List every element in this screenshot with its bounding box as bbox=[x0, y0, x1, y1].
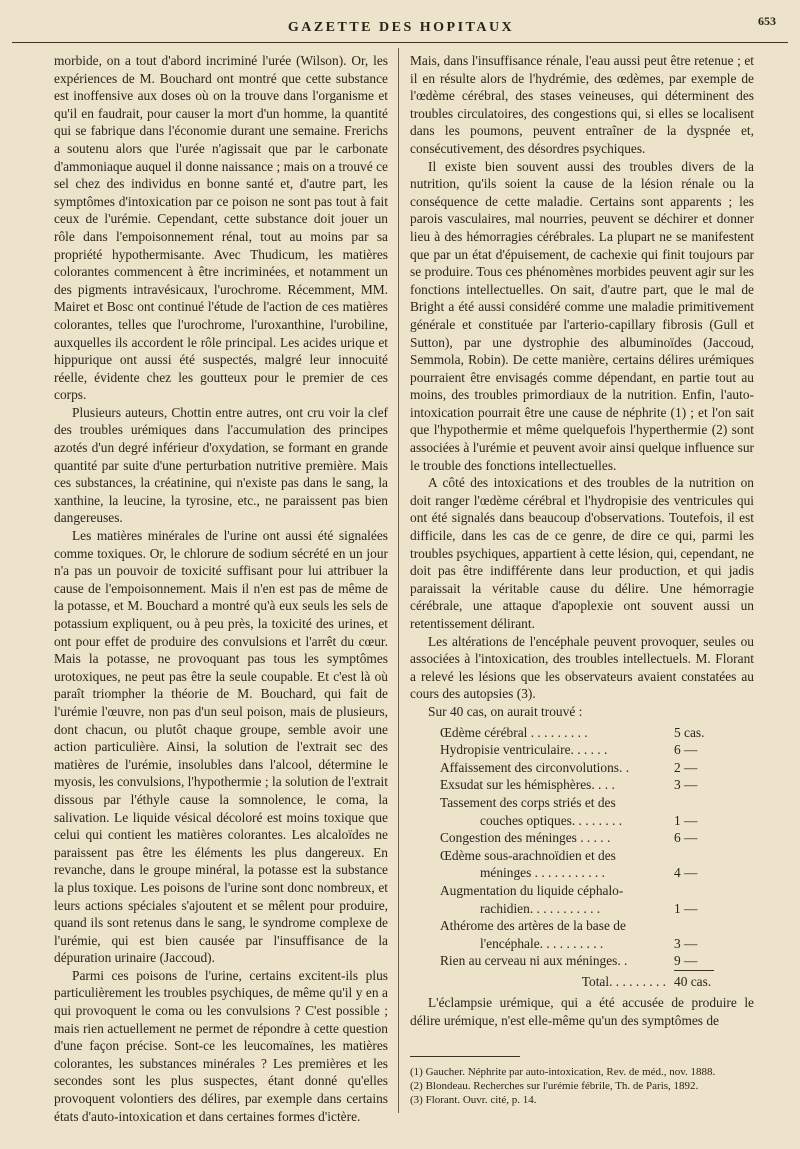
closing-paragraph: L'éclampsie urémique, qui a été accusée de produire le délire urémique, n'est elle-même qu'un des symptômes de bbox=[410, 995, 754, 1029]
stat-value: 1 — bbox=[674, 812, 698, 828]
stat-label: Athérome des artères de la base de bbox=[440, 918, 626, 934]
stats-intro: Sur 40 cas, on aurait trouvé : bbox=[428, 703, 583, 719]
stat-label: Affaissement des circonvolutions. . bbox=[440, 759, 630, 775]
stat-value: 6 — bbox=[674, 742, 698, 758]
stat-row bbox=[440, 917, 732, 935]
paragraph: Il existe bien souvent aussi des troubles divers de la nutrition, qu'ils soient la cause de la lésion rénale ou la conséquence de cette maladie. Certains sont apparents ; les parois vasculaires, mal nourries, peuvent se déchirer et donner lieu à des hémorragies cérébrales. La plupart ne se manifestent que par un état d'épuisement, de cachexie qui finit toujours par se produire. Tous ces phénomènes morbides peuvent agir sur les fonctions intellectuelles. On sait, d'autre part, que le mal de Bright a été aussi considéré comme une maladie primitivement générale et constituée par l'arterio-capillary fibrosis (Gull et Sutton), par une dystrophie des albuminoïdes (Jaccoud, Semmola, Robin). De cette manière, certains délires urémiques pourraient être envisagés comme dépendant, en partie tout au moins, des troubles primordiaux de la nutrition. Enfin, l'auto-intoxication pourrait être une cause de néphrite (1) ; et l'on sait que l'hypothermie et même quelquefois l'hyperthermie (2) sont associées à l'urémie et peuvent avoir ainsi quelque influence sur le trouble des fonctions intellectuelles. bbox=[410, 158, 754, 473]
stat-label-continuation: méninges . . . . . . . . . . . bbox=[480, 865, 605, 881]
stat-label: Œdème cérébral . . . . . . . . . bbox=[440, 724, 588, 740]
total-label: Total. . . . . . . . . bbox=[581, 973, 666, 989]
paragraph: Parmi ces poisons de l'urine, certains excitent-ils plus particulièrement les troubles psychiques, de même qu'il y en a qui provoquent le coma ou les convulsions ? C'est possible ; mais rien actuellement ne permet de répondre à cette question d'une façon précise. Sont-ce les leucomaïnes, les matières colorantes, les substances minérales ? Les premières et les secondes sont les plus suspectes, étant donné qu'elles provoquent volontiers des délires, par exemple dans certains états d'auto-intoxication et dans certaines formes d'ictère. bbox=[54, 967, 388, 1124]
stat-value: 4 — bbox=[674, 865, 698, 881]
stat-row bbox=[440, 759, 732, 777]
stat-value: 3 — bbox=[674, 935, 698, 951]
stat-label: Œdème sous-arachnoïdien et des bbox=[440, 847, 616, 863]
stat-label: Augmentation du liquide céphalo- bbox=[440, 882, 624, 898]
paragraph: Plusieurs auteurs, Chottin entre autres, ont cru voir la clef des troubles urémiques dans l'accumulation des principes azotés d'un degré inférieur d'oxydation, se formant en grande quantité par suite d'une perturbation nutritive première. Mais ces substances, la créatinine, qui n'existe pas dans le sang, la xanthine, la leucine, la tyrosine, etc., ne paraissent pas bien dangereuses. bbox=[54, 404, 388, 526]
paragraph: Les altérations de l'encéphale peuvent provoquer, seules ou associées à l'intoxication, des troubles intellectuels. M. Florant a relevé les lésions que les observateurs avaient constatées au cours des autopsies (3). bbox=[410, 633, 754, 702]
stat-label: Rien au cerveau ni aux méninges. . bbox=[440, 953, 628, 969]
footnote: (3) Florant. Ouvr. cité, p. 14. bbox=[410, 1093, 537, 1106]
footnotes bbox=[410, 1065, 754, 1107]
paragraph: A côté des intoxications et des troubles de la nutrition on doit ranger l'œdème cérébral et l'hydropisie des ventricules qui ont été signalés dans beaucoup d'observations. Toutefois, il est difficile, dans les cas de ce genre, de dire ce qui, parmi les troubles psychiques, appartient à cette lésion, qui, cependant, ne doit pas être indifférente dans leur production, et qui jadis paraissait la véritable cause du délire. Une hémorragie cérébrale, une attaque d'apoplexie ont souvent aussi un retentissement délirant. bbox=[410, 475, 754, 631]
stat-label-continuation: l'encéphale. . . . . . . . . . bbox=[480, 935, 604, 951]
paragraph: morbide, on a tout d'abord incriminé l'urée (Wilson). Or, les expériences de M. Bouchard ont montré que cette substance est inoffensive aux doses où on la trouve dans l'organisme et qu'il en faudrait, pour causer la mort d'un homme, la quantité qui se fabrique dans l'économie durant une semaine. Frerichs a soutenu alors que l'urée n'agissait que par le carbonate d'ammoniaque auquel il donne naissance ; mais on a trouvé ce sel chez des individus en bonne santé et, d'autre part, les symptômes d'intoxication par ce poison ne sont pas tout à fait ceux de l'urémie. Cependant, cette substance doit jouer un rôle dans l'empoisonnement rénal, tout au moins par sa propriété hypothermisante. Avec Thudicum, les matières colorantes commencent à être incriminées, et notamment un des pigments intravésicaux, l'urochrome. Récemment, MM. Mairet et Bosc ont continué l'étude de l'action de ces matières colorantes, telles que l'urochrome, l'uroxanthine, l'urobiline, auxquelles ils accordent le rôle principal. Les acides urique et hippurique ont aussi été suspectés, malgré leur innocuité réelle, évidente chez les goutteux pour le premier de ces corps. bbox=[54, 53, 388, 403]
header-rule bbox=[12, 42, 788, 43]
journal-title: GAZETTE DES HOPITAUX bbox=[287, 20, 515, 35]
footnote: (1) Gaucher. Néphrite par auto-intoxication, Rev. de méd., nov. 1888. bbox=[410, 1065, 716, 1078]
stat-value: 1 — bbox=[674, 900, 698, 916]
stat-row bbox=[440, 724, 732, 742]
stat-row bbox=[440, 952, 732, 970]
paragraph: Mais, dans l'insuffisance rénale, l'eau aussi peut être retenue ; et il en résulte alors de l'hydrémie, des œdèmes, par exemple de l'œdème cérébral, des stases veineuses, qui déterminent des troubles circulatoires, des congestions qui, si elles se localisent dans les poumons, peuvent entraîner de la dyspnée et, consécutivement, des désordres psychiques. bbox=[410, 53, 754, 156]
autopsy-stats-table bbox=[440, 724, 732, 991]
stat-row bbox=[440, 776, 732, 794]
stat-row bbox=[440, 882, 732, 900]
footnote: (2) Blondeau. Recherches sur l'urémie fébrile, Th. de Paris, 1892. bbox=[410, 1079, 699, 1092]
column-divider bbox=[398, 48, 399, 1113]
page-number: 653 bbox=[758, 14, 776, 28]
stat-row bbox=[440, 829, 732, 847]
right-column bbox=[410, 52, 754, 1107]
stat-row bbox=[440, 847, 732, 865]
stat-value: 9 — bbox=[674, 953, 698, 969]
stat-row bbox=[440, 794, 732, 812]
stat-row bbox=[440, 741, 732, 759]
total-rule bbox=[674, 970, 714, 971]
stat-value: 5 cas. bbox=[674, 724, 705, 740]
paragraph: Les matières minérales de l'urine ont aussi été signalées comme toxiques. Or, le chlorure de sodium sécrété en un jour n'a pas un pouvoir de toxicité suffisant pour lui attribuer la cause de l'empoisonnement. Mais il n'en est pas de même de la potasse, et M. Bouchard a montré qu'à eux seuls les sels de potassium expliquent, ou à peu près, la toxicité des urines, et ont pour effet de produire des convulsions et l'arrêt du cœur. Mais la potasse, ne provoquant pas tous les symptômes urotoxiques, ne peut pas être la seule coupable. Et c'est là où paraît triompher la théorie de M. Bouchard, qui fait de l'urémie l'œuvre, non pas d'un seul poison, mais de plusieurs, dont chacun, ou plutôt chaque groupe, semble avoir une action particulière. Ainsi, la solution de l'extrait sec des matières de l'urémie, insolubles dans l'alcool, détermine le myosis, les convulsions, l'hypothermie ; la solution de l'extrait dissous par l'éthyle cause la somnolence, le coma, la salivation. Le liquide vésical décoloré est moins toxique que celui qui contient les matières colorantes. Les alcaloïdes ne paraissent pas être les éléments les plus dangereux. En revanche, dans le groupe minéral, la potasse est la substance la plus toxique. Les poisons de l'urine sont donc nombreux, et leurs actions spéciales s'ajoutent et se mêlent pour produire, quand ils sont retenus dans le sang, le syndrome complexe de l'urémie, qui est bien causée par l'insuffisance de la dépuration urinaire (Jaccoud). bbox=[54, 528, 388, 966]
stat-label: Hydropisie ventriculaire. . . . . . bbox=[440, 742, 608, 758]
stat-value: 2 — bbox=[674, 759, 698, 775]
stat-label: Tassement des corps striés et des bbox=[440, 794, 616, 810]
stat-row bbox=[440, 900, 732, 918]
stat-value: 6 — bbox=[674, 830, 698, 846]
stat-row bbox=[440, 864, 732, 882]
page-header bbox=[20, 14, 782, 40]
stat-label: Congestion des méninges . . . . . bbox=[440, 830, 611, 846]
stat-value: 3 — bbox=[674, 777, 698, 793]
stat-row bbox=[440, 812, 732, 830]
left-column bbox=[54, 52, 388, 1125]
stat-label: Exsudat sur les hémisphères. . . . bbox=[440, 777, 615, 793]
total-value: 40 cas. bbox=[674, 973, 712, 989]
stat-row bbox=[440, 935, 732, 953]
footnote-rule bbox=[410, 1056, 520, 1057]
stat-label-continuation: rachidien. . . . . . . . . . . bbox=[480, 900, 601, 916]
stat-label-continuation: couches optiques. . . . . . . . bbox=[480, 812, 623, 828]
total-row bbox=[440, 973, 732, 991]
